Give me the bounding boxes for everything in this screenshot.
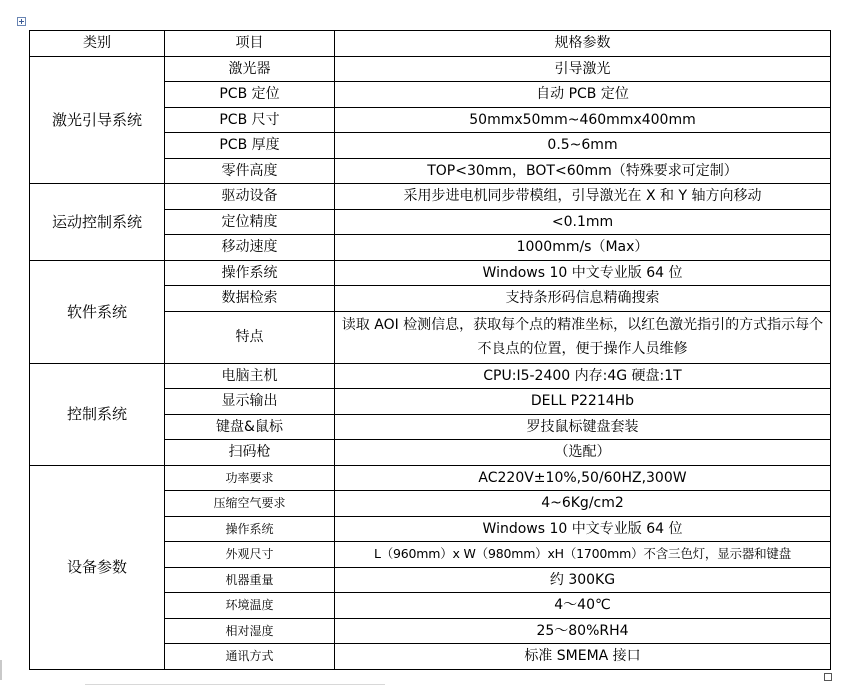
item-cell: 键盘&鼠标 — [165, 414, 335, 440]
item-cell: 环境温度 — [165, 593, 335, 619]
spec-cell: AC220V±10%,50/60HZ,300W — [335, 465, 831, 491]
header-category: 类别 — [30, 31, 165, 57]
item-cell: 功率要求 — [165, 465, 335, 491]
category-cell: 设备参数 — [30, 465, 165, 669]
table-row — [30, 184, 831, 210]
spec-cell: 引导激光 — [335, 56, 831, 82]
table-row — [30, 56, 831, 82]
item-cell: 定位精度 — [165, 209, 335, 235]
spec-cell: 罗技鼠标键盘套装 — [335, 414, 831, 440]
item-cell: PCB 尺寸 — [165, 107, 335, 133]
page-edge-divider — [85, 684, 385, 685]
spec-cell: 采用步进电机同步带模组，引导激光在 X 和 Y 轴方向移动 — [335, 184, 831, 210]
spec-cell: （选配） — [335, 440, 831, 466]
item-cell: PCB 定位 — [165, 82, 335, 108]
table-move-handle-icon[interactable] — [17, 17, 26, 26]
spec-cell: 标准 SMEMA 接口 — [335, 644, 831, 670]
spec-cell: 读取 AOI 检测信息，获取每个点的精准坐标，以红色激光指引的方式指示每个不良点的位置，便于操作人员维修 — [335, 311, 831, 363]
header-spec: 规格参数 — [335, 31, 831, 57]
item-cell: 扫码枪 — [165, 440, 335, 466]
table-row — [30, 363, 831, 389]
spec-cell: 50mmx50mm~460mmx400mm — [335, 107, 831, 133]
category-cell: 运动控制系统 — [30, 184, 165, 261]
table-resize-handle-icon[interactable] — [824, 673, 832, 681]
item-cell: 移动速度 — [165, 235, 335, 261]
item-cell: 压缩空气要求 — [165, 491, 335, 517]
item-cell: 零件高度 — [165, 158, 335, 184]
item-cell: PCB 厚度 — [165, 133, 335, 159]
item-cell: 数据检索 — [165, 286, 335, 312]
spec-cell: 约 300KG — [335, 567, 831, 593]
spec-cell: 1000mm/s（Max） — [335, 235, 831, 261]
item-cell: 特点 — [165, 311, 335, 363]
table-row — [30, 465, 831, 491]
left-margin-marker — [0, 660, 2, 680]
spec-cell: 0.5~6mm — [335, 133, 831, 159]
spec-table — [29, 30, 831, 670]
item-cell: 操作系统 — [165, 516, 335, 542]
spec-cell: 支持条形码信息精确搜索 — [335, 286, 831, 312]
spec-cell: CPU:I5-2400 内存:4G 硬盘:1T — [335, 363, 831, 389]
spec-cell: 4~6Kg/cm2 — [335, 491, 831, 517]
table-header-row — [30, 31, 831, 57]
spec-cell: <0.1mm — [335, 209, 831, 235]
item-cell: 操作系统 — [165, 260, 335, 286]
item-cell: 机器重量 — [165, 567, 335, 593]
category-cell: 控制系统 — [30, 363, 165, 465]
item-cell: 通讯方式 — [165, 644, 335, 670]
spec-cell: L（960mm）x W（980mm）xH（1700mm）不含三色灯，显示器和键盘 — [335, 542, 831, 568]
spec-cell: 25～80%RH4 — [335, 618, 831, 644]
item-cell: 电脑主机 — [165, 363, 335, 389]
category-cell: 软件系统 — [30, 260, 165, 363]
item-cell: 外观尺寸 — [165, 542, 335, 568]
spec-cell: DELL P2214Hb — [335, 389, 831, 415]
item-cell: 驱动设备 — [165, 184, 335, 210]
spec-cell: 自动 PCB 定位 — [335, 82, 831, 108]
category-cell: 激光引导系统 — [30, 56, 165, 184]
header-item: 项目 — [165, 31, 335, 57]
spec-cell: Windows 10 中文专业版 64 位 — [335, 260, 831, 286]
item-cell: 相对湿度 — [165, 618, 335, 644]
spec-cell: 4～40℃ — [335, 593, 831, 619]
item-cell: 激光器 — [165, 56, 335, 82]
item-cell: 显示输出 — [165, 389, 335, 415]
table-row — [30, 260, 831, 286]
spec-cell: Windows 10 中文专业版 64 位 — [335, 516, 831, 542]
spec-cell: TOP<30mm，BOT<60mm（特殊要求可定制） — [335, 158, 831, 184]
